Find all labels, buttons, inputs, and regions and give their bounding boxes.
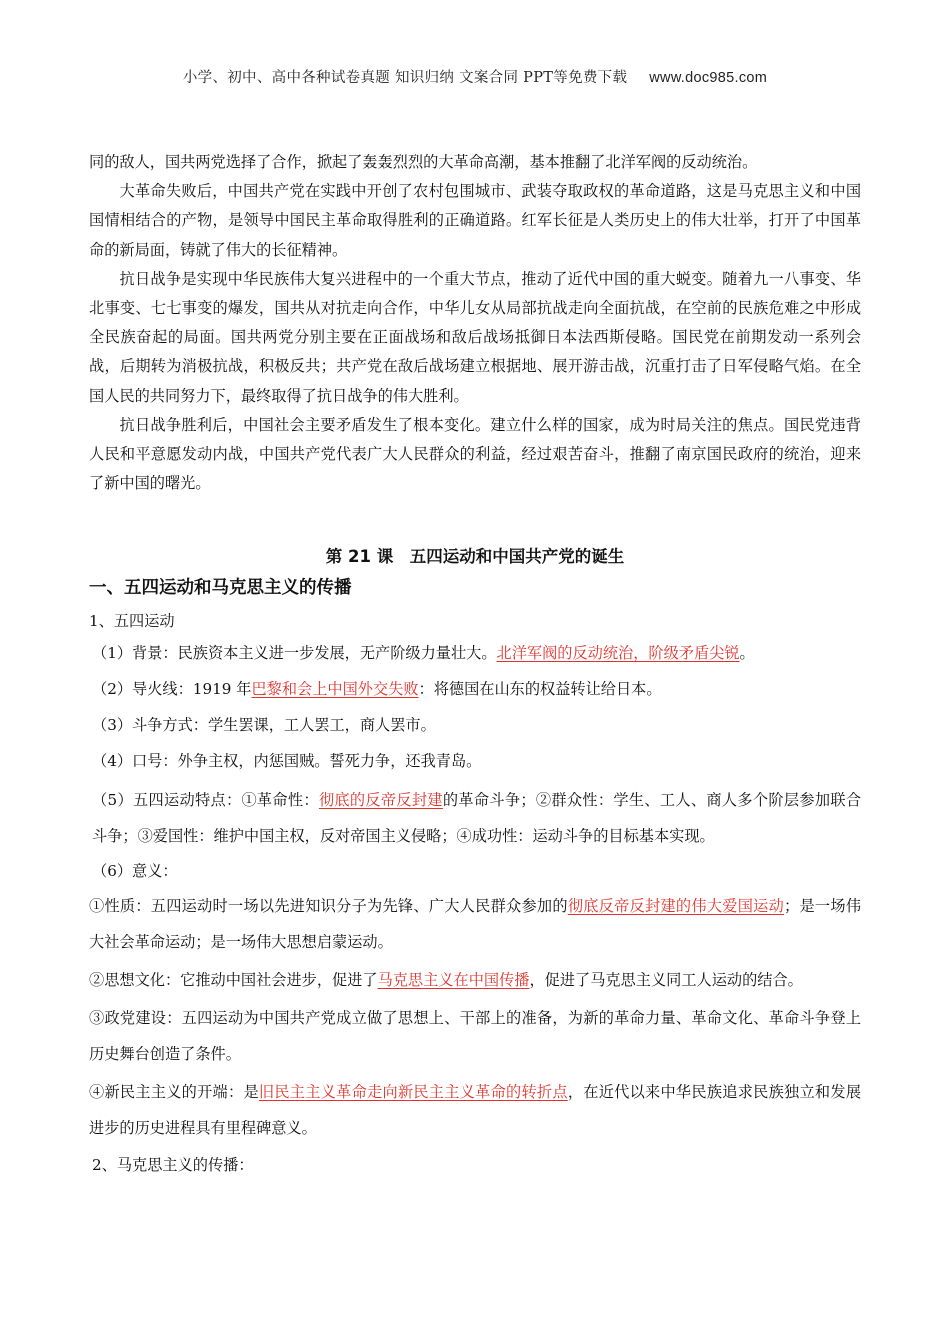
meaning-1: ①性质：五四运动时一场以先进知识分子为先锋、广大人民群众参加的彻底反帝反封建的伟大爱国运动；是一场伟大社会革命运动；是一场伟大思想启蒙运动。	[89, 897, 862, 952]
header-site-link[interactable]: www.doc985.com	[649, 70, 768, 86]
meaning-1-highlight: 彻底反帝反封建的伟大爱国运动	[567, 897, 785, 916]
intro-paragraph-4: 抗日战争胜利后，中国社会主要矛盾发生了根本变化。建立什么样的国家，成为时局关注的焦点。国民党违背人民和平意愿发动内战，中国共产党代表广大人民群众的利益，经过艰苦奋斗，推翻了南京国民政府的统治，迎来了新中国的曙光。	[89, 415, 861, 493]
features-highlight: 彻底的反帝反封建	[318, 791, 443, 810]
background-line: （1）背景：民族资本主义进一步发展，无产阶级力量壮大。北洋军阀的反动统治，阶级矛盾尖锐。	[92, 644, 755, 663]
section-heading: 一、五四运动和马克思主义的传播	[89, 578, 352, 599]
meaning-4: ④新民主主义的开端：是旧民主主义革命走向新民主主义革命的转折点，在近代以来中华民族追求民族独立和发展进步的历史进程具有里程碑意义。	[89, 1083, 862, 1138]
method-line: （3）斗争方式：学生罢课，工人罢工，商人罢市。	[92, 716, 436, 735]
header-text: 小学、初中、高中各种试卷真题 知识归纳 文案合同 PPT等免费下载	[182, 70, 628, 86]
intro-paragraph-1: 同的敌人，国共两党选择了合作，掀起了轰轰烈烈的大革命高潮，基本推翻了北洋军阀的反动统治。	[89, 153, 758, 171]
intro-paragraph-3: 抗日战争是实现中华民族伟大复兴进程中的一个重大节点，推动了近代中国的重大蜕变。随着九一八事变、华北事变、七七事变的爆发，国共从对抗走向合作，中华儿女从局部抗战走向全面抗战，在空前的民族危难之中形成全民族奋起的局面。国共两党分别主要在正面战场和敌后战场抵御日本法西斯侵略。国民党在前期发动一系列会战，后期转为消极抗战，积极反共；共产党在敌后战场建立根据地、展开游击战，沉重打击了日军侵略气焰。在全国人民的共同努力下，最终取得了抗日战争的伟大胜利。	[89, 269, 861, 405]
page-header	[0, 66, 950, 87]
meaning-4-highlight: 旧民主主义革命走向新民主主义革命的转折点	[258, 1083, 568, 1102]
fuse-line: （2）导火线：1919 年巴黎和会上中国外交失败：将德国在山东的权益转让给日本。	[92, 680, 662, 699]
meaning-2: ②思想文化：它推动中国社会进步，促进了马克思主义在中国传播，促进了马克思主义同工人运动的结合。	[89, 971, 803, 990]
document-body	[89, 148, 861, 1180]
features-line: （5）五四运动特点：①革命性：彻底的反帝反封建的革命斗争；②群众性：学生、工人、商人多个阶层参加联合斗争；③爱国性：维护中国主权，反对帝国主义侵略；④成功性：运动斗争的目标基本实现。	[92, 791, 862, 846]
meaning-3: ③政党建设：五四运动为中国共产党成立做了思想上、干部上的准备，为新的革命力量、革命文化、革命斗争登上历史舞台创造了条件。	[89, 1009, 861, 1064]
fuse-highlight: 巴黎和会上中国外交失败	[251, 680, 419, 699]
meaning-2-highlight: 马克思主义在中国传播	[377, 971, 530, 990]
subsection-title-1: 1、五四运动	[89, 612, 175, 631]
subsection-title-2: 2、马克思主义的传播：	[92, 1156, 254, 1175]
background-highlight: 北洋军阀的反动统治，阶级矛盾尖锐	[496, 644, 740, 663]
meaning-line: （6）意义：	[92, 862, 178, 881]
slogan-line: （4）口号：外争主权，内惩国贼。誓死力争，还我青岛。	[92, 752, 482, 771]
lesson-title: 第 21 课 五四运动和中国共产党的诞生	[325, 547, 625, 567]
intro-paragraph-2: 大革命失败后，中国共产党在实践中开创了农村包围城市、武装夺取政权的革命道路，这是马克思主义和中国国情相结合的产物，是领导中国民主革命取得胜利的正确道路。红军长征是人类历史上的伟大壮举，打开了中国革命的新局面，铸就了伟大的长征精神。	[89, 182, 861, 259]
